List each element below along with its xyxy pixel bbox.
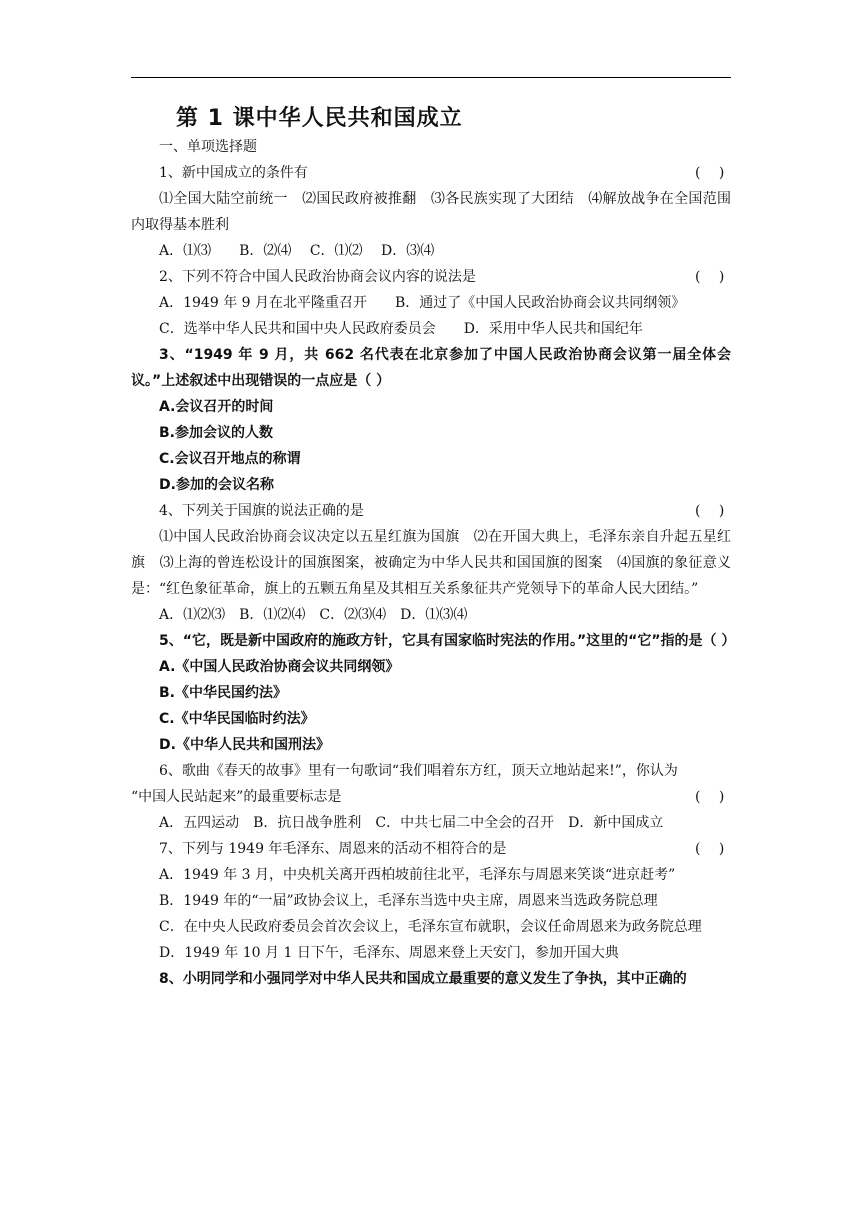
answer-blank: ( ) (695, 269, 725, 285)
question-7-option-b: B．1949 年的“一届”政协会议上，毛泽东当选中央主席，周恩来当选政务院总理 (159, 893, 658, 909)
question-5-stem: 5、“它，既是新中国政府的施政方针，它具有国家临时宪法的作用。”这里的“它”指的是（ ） (159, 633, 736, 649)
answer-blank: ( ) (695, 165, 725, 181)
question-7-stem (131, 836, 731, 862)
question-4-text: 4、下列关于国旗的说法正确的是 (159, 503, 364, 519)
question-6-stem-line1: 6、歌曲《春天的故事》里有一句歌词“我们唱着东方红，顶天立地站起来!”，你认为 (159, 763, 678, 779)
question-6-stem-line2 (131, 784, 731, 810)
question-2-options-cd: C．选举中华人民共和国中央人民政府委员会 D．采用中华人民共和国纪年 (159, 321, 643, 337)
question-5-option-b: B.《中华民国约法》 (159, 685, 287, 701)
question-7-option-d: D．1949 年 10 月 1 日下午，毛泽东、周恩来登上天安门，参加开国大典 (159, 945, 619, 961)
document-body (131, 134, 736, 992)
question-5-option-a: A.《中国人民政治协商会议共同纲领》 (159, 659, 400, 675)
question-2-options-ab: A．1949 年 9 月在北平隆重召开 B．通过了《中国人民政治协商会议共同纲领》 (159, 295, 686, 311)
answer-blank: ( ) (695, 789, 725, 805)
question-3-stem: 3、“1949 年 9 月，共 662 名代表在北京参加了中国人民政治协商会议第一届全体会议。”上述叙述中出现错误的一点应是（ ） (131, 347, 731, 389)
answer-blank: ( ) (695, 503, 725, 519)
page-title: 第 1 课中华人民共和国成立 (176, 106, 463, 131)
question-7-option-a: A．1949 年 3 月，中央机关离开西柏坡前往北平，毛泽东与周恩来笑谈“进京赶考” (159, 867, 676, 883)
question-3-option-b: B.参加会议的人数 (159, 425, 273, 441)
question-5-option-c: C.《中华民国临时约法》 (159, 711, 315, 727)
question-8-stem: 8、小明同学和小强同学对中华人民共和国成立最重要的意义发生了争执，其中正确的 (159, 971, 687, 987)
question-1-stem (131, 160, 731, 186)
question-1-text: 1、新中国成立的条件有 (159, 165, 308, 181)
question-5-option-d: D.《中华人民共和国刑法》 (159, 737, 330, 753)
question-4-items: ⑴中国人民政治协商会议决定以五星红旗为国旗 ⑵在开国大典上，毛泽东亲自升起五星红旗 ⑶上海的曾连松设计的国旗图案，被确定为中华人民共和国国旗的图案 ⑷国旗的象征意义是：“红色象征革命，旗上的五颗五角星及其相互关系象征共产党领导下的革命人民大团结。” (131, 529, 731, 597)
question-6-text: “中国人民站起来”的最重要标志是 (131, 789, 342, 805)
question-7-text: 7、下列与 1949 年毛泽东、周恩来的活动不相符合的是 (159, 841, 507, 857)
section-heading: 一、单项选择题 (159, 139, 257, 155)
question-3-option-c: C.会议召开地点的称谓 (159, 451, 301, 467)
question-1-items: ⑴全国大陆空前统一 ⑵国民政府被推翻 ⑶各民族实现了大团结 ⑷解放战争在全国范围内取得基本胜利 (131, 191, 731, 233)
question-3-option-a: A.会议召开的时间 (159, 399, 274, 415)
question-4-stem (131, 498, 731, 524)
header-rule (131, 77, 731, 78)
question-3-option-d: D.参加的会议名称 (159, 477, 274, 493)
question-4-options: A．⑴⑵⑶ B．⑴⑵⑷ C．⑵⑶⑷ D．⑴⑶⑷ (159, 607, 468, 623)
question-6-options: A．五四运动 B．抗日战争胜利 C．中共七届二中全会的召开 D．新中国成立 (159, 815, 664, 831)
question-7-option-c: C．在中央人民政府委员会首次会议上，毛泽东宣布就职，会议任命周恩来为政务院总理 (159, 919, 702, 935)
question-2-stem (131, 264, 731, 290)
question-2-text: 2、下列不符合中国人民政治协商会议内容的说法是 (159, 269, 476, 285)
question-1-options: A．⑴⑶ B．⑵⑷ C．⑴⑵ D．⑶⑷ (159, 243, 435, 259)
answer-blank: ( ) (695, 841, 725, 857)
